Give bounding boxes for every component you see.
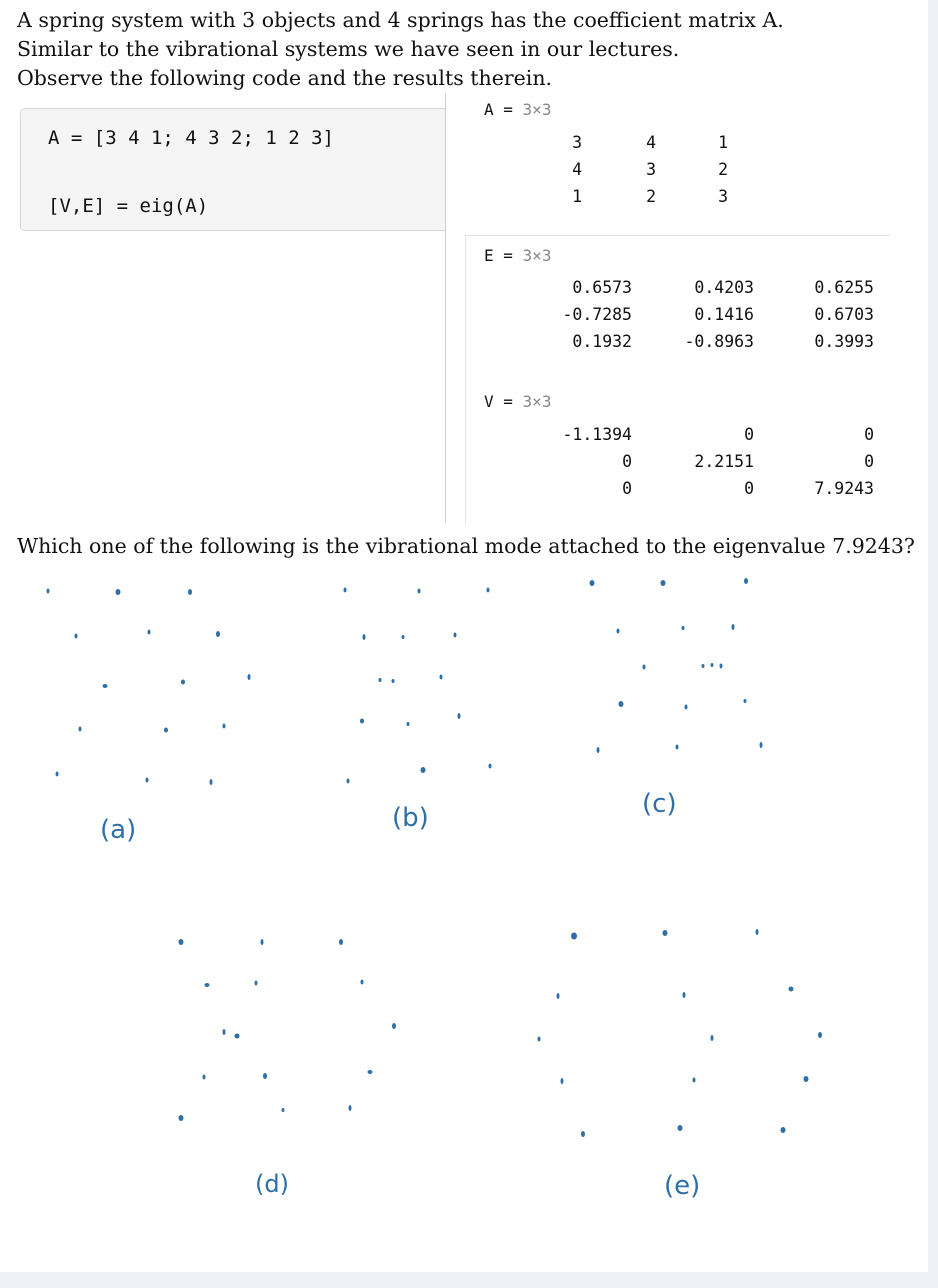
matrix-v-cell: 2.2151 [694, 452, 754, 471]
option-d-label: (d) [255, 1170, 289, 1198]
matrix-a-cell: 3 [718, 187, 728, 206]
matrix-v-cell: 0 [622, 452, 632, 471]
matrix-a-cell: 2 [718, 160, 728, 179]
option-c-sketch[interactable] [590, 578, 763, 753]
question-line-2: Similar to the vibrational systems we have seen in our lectures. [17, 37, 680, 61]
output-v-size: 3×3 [522, 392, 552, 411]
question-line-1: A spring system with 3 objects and 4 springs has the coefficient matrix A. [17, 8, 784, 32]
option-b-sketch[interactable] [344, 588, 492, 784]
matrix-e-cell: -0.8963 [684, 332, 754, 351]
output-e-label: E = [484, 246, 513, 265]
output-a-size: 3×3 [522, 100, 552, 119]
matrix-a-cell: 4 [646, 133, 656, 152]
option-b-label: (b) [392, 803, 429, 833]
matrix-v-cell: 0 [622, 479, 632, 498]
option-a-sketch[interactable] [47, 589, 251, 786]
matrix-v-cell: 0 [864, 452, 874, 471]
question-prompt: Which one of the following is the vibrational mode attached to the eigenvalue 7.9243? [17, 534, 915, 558]
question-line-3: Observe the following code and the results therein. [17, 66, 553, 90]
matrix-e-cell: 0.6703 [814, 305, 874, 324]
option-a-label: (a) [100, 815, 137, 845]
matrix-e-cell: 0.3993 [814, 332, 874, 351]
matrix-a-cell: 4 [572, 160, 582, 179]
option-e-label: (e) [664, 1171, 701, 1201]
matrix-v-cell: 0 [744, 479, 754, 498]
matrix-v-cell: 7.9243 [814, 479, 874, 498]
matrix-a-cell: 1 [572, 187, 582, 206]
matrix-a-cell: 3 [572, 133, 582, 152]
option-d-sketch[interactable] [179, 939, 397, 1121]
matrix-v-cell: -1.1394 [562, 425, 632, 444]
matrix-v-cell: 0 [864, 425, 874, 444]
code-line-1: A = [3 4 1; 4 3 2; 1 2 3] [48, 127, 334, 149]
matrix-e-cell: -0.7285 [562, 305, 632, 324]
option-c-label: (c) [642, 789, 677, 819]
matrix-a-cell: 2 [646, 187, 656, 206]
output-e-size: 3×3 [522, 246, 552, 265]
matrix-e-cell: 0.4203 [694, 278, 754, 297]
output-v-label: V = [484, 392, 513, 411]
matrix-a-cell: 3 [646, 160, 656, 179]
matrix-e-cell: 0.1416 [694, 305, 754, 324]
matrix-e-cell: 0.1932 [572, 332, 632, 351]
matrix-e-cell: 0.6573 [572, 278, 632, 297]
code-line-2: [V,E] = eig(A) [48, 195, 209, 217]
matrix-e-cell: 0.6255 [814, 278, 874, 297]
option-e-sketch[interactable] [538, 929, 823, 1137]
output-a-label: A = [484, 100, 513, 119]
matrix-v-cell: 0 [744, 425, 754, 444]
matrix-a-cell: 1 [718, 133, 728, 152]
